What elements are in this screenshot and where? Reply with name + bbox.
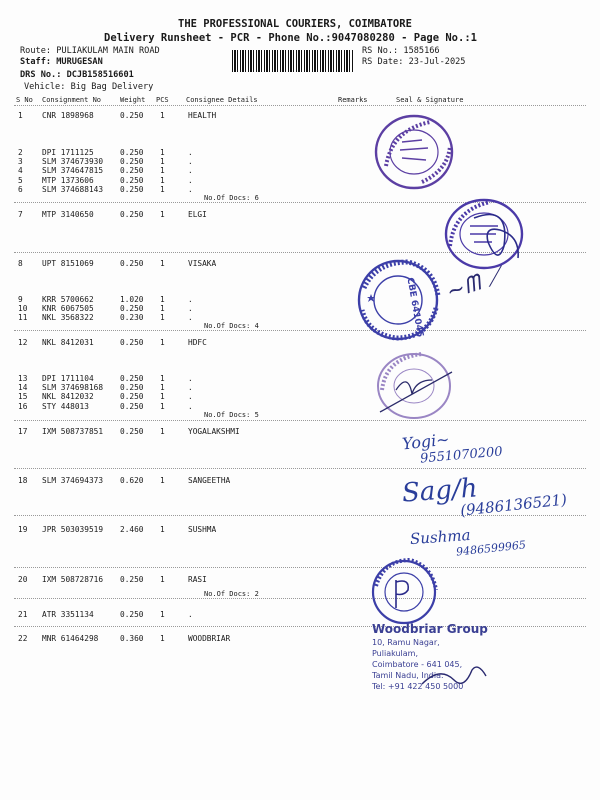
route-label: Route: PULIAKULAM MAIN ROAD xyxy=(20,46,160,56)
woodbriar-stamp-name: Woodbriar Group xyxy=(372,622,488,636)
row-consignment-no: CNR 1898968 xyxy=(42,111,94,120)
row-pcs: 1 xyxy=(160,304,165,313)
doc-count: No.Of Docs: 4 xyxy=(204,322,259,330)
col-sno: S No xyxy=(16,96,33,104)
row-sno: 8 xyxy=(18,259,23,268)
row-pcs: 1 xyxy=(160,374,165,383)
row-weight: 0.250 xyxy=(120,176,144,185)
row-sno: 12 xyxy=(18,338,28,347)
row-weight: 0.250 xyxy=(120,610,144,619)
row-pcs: 1 xyxy=(160,575,165,584)
row-consignee: YOGALAKSHMI xyxy=(188,427,240,436)
row-sno: 11 xyxy=(18,313,28,322)
row-weight: 0.250 xyxy=(120,111,144,120)
row-consignee: WOODBRIAR xyxy=(188,634,231,643)
row-consignee: . xyxy=(188,304,193,313)
visaka-seal-city: CBE xyxy=(404,276,418,298)
section-divider xyxy=(14,330,586,331)
row-pcs: 1 xyxy=(160,383,165,392)
col-consignee: Consignee Details xyxy=(186,96,258,104)
section-divider xyxy=(14,567,586,568)
row-consignee: . xyxy=(188,610,193,619)
row-pcs: 1 xyxy=(160,313,165,322)
row-consignment-no: SLM 374688143 xyxy=(42,185,104,194)
header-divider xyxy=(14,105,586,106)
row-pcs: 1 xyxy=(160,392,165,401)
row-consignee: . xyxy=(188,392,193,401)
row-sno: 15 xyxy=(18,392,28,401)
row-consignment-no: UPT 8151069 xyxy=(42,259,94,268)
row-pcs: 1 xyxy=(160,166,165,175)
col-weight: Weight xyxy=(120,96,146,104)
row-consignment-no: IXM 508737851 xyxy=(42,427,104,436)
row-weight: 0.250 xyxy=(120,402,144,411)
row-weight: 0.250 xyxy=(120,304,144,313)
row-sno: 6 xyxy=(18,185,23,194)
row-weight: 0.250 xyxy=(120,259,144,268)
row-sno: 10 xyxy=(18,304,28,313)
row-sno: 9 xyxy=(18,295,23,304)
woodbriar-address-line: Tamil Nadu, India. xyxy=(372,671,444,680)
row-consignment-no: SLM 374694373 xyxy=(42,476,104,485)
woodbriar-address-line: Tel: +91 422 450 5000 xyxy=(372,682,464,691)
row-consignment-no: MTP 3140650 xyxy=(42,210,94,219)
row-weight: 0.250 xyxy=(120,427,144,436)
row-sno: 20 xyxy=(18,575,28,584)
row-consignment-no: MNR 61464298 xyxy=(42,634,99,643)
row-sno: 17 xyxy=(18,427,28,436)
section-divider xyxy=(14,626,586,627)
row-consignee: RASI xyxy=(188,575,207,584)
section-divider xyxy=(14,468,586,469)
col-remarks: Remarks xyxy=(338,96,368,104)
woodbriar-address-line: 10, Ramu Nagar, xyxy=(372,638,440,647)
woodbriar-address-line: Puliakulam, xyxy=(372,649,419,658)
row-pcs: 1 xyxy=(160,476,165,485)
row-consignment-no: JPR 503039519 xyxy=(42,525,104,534)
row-pcs: 1 xyxy=(160,176,165,185)
row-weight: 0.250 xyxy=(120,185,144,194)
row-sno: 16 xyxy=(18,402,28,411)
row-consignment-no: NKL 8412032 xyxy=(42,392,94,401)
row-weight: 2.460 xyxy=(120,525,144,534)
row-consignee: . xyxy=(188,176,193,185)
doc-count: No.Of Docs: 6 xyxy=(204,194,259,202)
col-seal: Seal & Signature xyxy=(396,96,464,104)
row-pcs: 1 xyxy=(160,157,165,166)
row-pcs: 1 xyxy=(160,210,165,219)
row-consignee: VISAKA xyxy=(188,259,217,268)
row-consignment-no: DPI 1711125 xyxy=(42,148,94,157)
row-weight: 1.020 xyxy=(120,295,144,304)
row-weight: 0.620 xyxy=(120,476,144,485)
row-consignment-no: SLM 374647815 xyxy=(42,166,104,175)
row-weight: 0.250 xyxy=(120,338,144,347)
doc-count: No.Of Docs: 5 xyxy=(204,411,259,419)
row-consignment-no: NKL 3568322 xyxy=(42,313,94,322)
row-pcs: 1 xyxy=(160,634,165,643)
staff-label: Staff: MURUGESAN xyxy=(20,57,103,67)
row-consignee: . xyxy=(188,313,193,322)
row-weight: 0.250 xyxy=(120,157,144,166)
col-pcs: PCS xyxy=(156,96,169,104)
row-weight: 0.230 xyxy=(120,313,144,322)
yogalakshmi-signature: Yogi~ xyxy=(401,429,451,454)
row-sno: 13 xyxy=(18,374,28,383)
row-pcs: 1 xyxy=(160,148,165,157)
row-sno: 7 xyxy=(18,210,23,219)
row-pcs: 1 xyxy=(160,338,165,347)
row-consignee: . xyxy=(188,402,193,411)
row-weight: 0.250 xyxy=(120,374,144,383)
row-consignee: . xyxy=(188,166,193,175)
row-pcs: 1 xyxy=(160,402,165,411)
row-weight: 0.250 xyxy=(120,575,144,584)
row-weight: 0.250 xyxy=(120,148,144,157)
sushma-phone: 9486599965 xyxy=(455,538,527,559)
row-consignment-no: DPI 1711104 xyxy=(42,374,94,383)
col-consignment: Consignment No xyxy=(42,96,102,104)
row-weight: 0.250 xyxy=(120,383,144,392)
row-pcs: 1 xyxy=(160,259,165,268)
row-weight: 0.250 xyxy=(120,392,144,401)
row-pcs: 1 xyxy=(160,295,165,304)
row-sno: 19 xyxy=(18,525,28,534)
row-consignee: . xyxy=(188,374,193,383)
rs-number: RS No.: 1585166 xyxy=(362,46,440,56)
row-consignee: . xyxy=(188,185,193,194)
row-weight: 0.250 xyxy=(120,210,144,219)
section-divider xyxy=(14,420,586,421)
sushma-signature: Sushma xyxy=(409,525,472,549)
row-consignment-no: MTP 1373606 xyxy=(42,176,94,185)
row-consignment-no: IXM 508728716 xyxy=(42,575,104,584)
row-consignee: SUSHMA xyxy=(188,525,217,534)
company-title: THE PROFESSIONAL COURIERS, COIMBATORE xyxy=(178,18,412,30)
row-consignment-no: ATR 3351134 xyxy=(42,610,94,619)
row-consignee: . xyxy=(188,148,193,157)
row-consignee: . xyxy=(188,157,193,166)
drs-number: DRS No.: DCJB158516601 xyxy=(20,70,134,80)
runsheet-subtitle: Delivery Runsheet - PCR - Phone No.:9047080280 - Page No.:1 xyxy=(104,32,477,44)
row-sno: 5 xyxy=(18,176,23,185)
sangeetha-signature: Sag/h xyxy=(401,473,479,509)
vehicle-label: Vehicle: Big Bag Delivery xyxy=(24,82,154,92)
row-consignee: HDFC xyxy=(188,338,207,347)
row-consignment-no: NKL 8412031 xyxy=(42,338,94,347)
row-sno: 21 xyxy=(18,610,28,619)
row-consignment-no: KNR 6067505 xyxy=(42,304,94,313)
row-consignment-no: SLM 374673930 xyxy=(42,157,104,166)
visaka-signature: ~ᗰ ⟋ xyxy=(443,263,506,306)
row-sno: 22 xyxy=(18,634,28,643)
row-sno: 18 xyxy=(18,476,28,485)
row-weight: 0.360 xyxy=(120,634,144,643)
barcode xyxy=(232,50,354,72)
row-pcs: 1 xyxy=(160,610,165,619)
rs-date: RS Date: 23-Jul-2025 xyxy=(362,57,466,67)
row-sno: 1 xyxy=(18,111,23,120)
row-consignee: SANGEETHA xyxy=(188,476,231,485)
row-consignee: . xyxy=(188,295,193,304)
doc-count: No.Of Docs: 2 xyxy=(204,590,259,598)
woodbriar-signature xyxy=(420,662,490,692)
row-pcs: 1 xyxy=(160,111,165,120)
row-weight: 0.250 xyxy=(120,166,144,175)
row-sno: 4 xyxy=(18,166,23,175)
woodbriar-address-line: Coimbatore - 641 045, xyxy=(372,660,463,669)
row-consignment-no: KRR 5700662 xyxy=(42,295,94,304)
row-pcs: 1 xyxy=(160,525,165,534)
row-sno: 3 xyxy=(18,157,23,166)
yogalakshmi-phone: 9551070200 xyxy=(419,444,504,467)
row-consignment-no: SLM 374698168 xyxy=(42,383,104,392)
row-consignee: HEALTH xyxy=(188,111,217,120)
row-consignment-no: STY 448013 xyxy=(42,402,89,411)
row-pcs: 1 xyxy=(160,185,165,194)
row-sno: 2 xyxy=(18,148,23,157)
row-pcs: 1 xyxy=(160,427,165,436)
visaka-seal-pin: 641045 xyxy=(408,299,425,339)
row-sno: 14 xyxy=(18,383,28,392)
row-consignee: . xyxy=(188,383,193,392)
sangeetha-phone: (9486136521) xyxy=(459,490,568,520)
row-consignee: ELGI xyxy=(188,210,207,219)
section-divider xyxy=(14,598,586,599)
